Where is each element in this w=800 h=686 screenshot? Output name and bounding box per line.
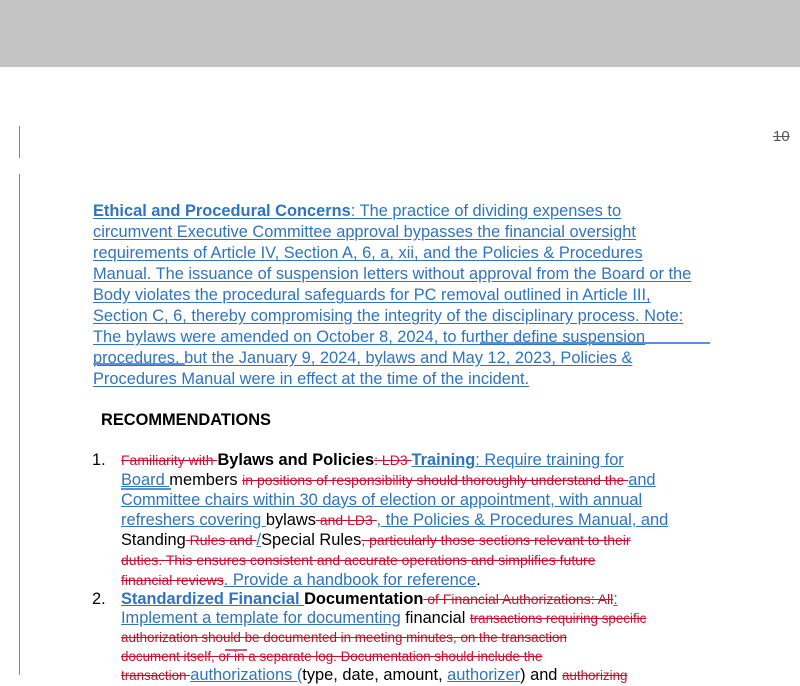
- inserted-text: /: [256, 531, 262, 549]
- ethical-line: : The practice of dividing expenses to: [350, 202, 622, 220]
- ethical-line: Section C, 6, thereby compromising the integrity of the disciplinary process. Note:: [93, 307, 684, 325]
- inserted-text: , the Policies & Procedures Manual, and: [376, 511, 669, 529]
- deleted-text: authorization should be documented in meeting minutes, on the transaction: [121, 630, 567, 645]
- page-number: 10: [773, 128, 790, 145]
- ethical-line: Manual. The issuance of suspension letters without approval from the Board or the: [93, 265, 692, 283]
- text: type, date, amount,: [302, 666, 448, 684]
- deleted-text: duties. This ensures consistent and accurate operations and simplifies future: [121, 552, 596, 568]
- spellcheck-squiggle: [121, 488, 171, 490]
- text: ) and: [520, 666, 562, 684]
- change-bar: [19, 174, 20, 675]
- ethical-line: procedures, but the January 9, 2024, bylaws and May 12, 2023, Policies &: [93, 349, 633, 367]
- deleted-text: , particularly those sections relevant to their: [361, 532, 631, 548]
- inserted-text: Board: [121, 471, 170, 489]
- inserted-text: Training: [411, 451, 476, 469]
- deleted-text: financial reviews: [121, 572, 224, 588]
- ethical-line: The bylaws were amended on October 8, 2024, to further define suspension: [93, 328, 646, 346]
- grammar-squiggle: [480, 342, 710, 344]
- text: members: [169, 471, 243, 489]
- deleted-text: and LD3: [315, 512, 377, 528]
- inserted-text: : Require training for: [475, 451, 624, 469]
- text: Standing: [121, 531, 186, 549]
- inserted-text: Committee chairs within 30 days of election or appointment, with annual: [121, 491, 643, 509]
- text: Special Rules: [261, 531, 362, 549]
- recommendations-heading: RECOMMENDATIONS: [101, 411, 271, 429]
- bylaws-policies-label: Bylaws and Policies: [217, 451, 375, 469]
- change-bar: [19, 126, 20, 158]
- ethical-line: Body violates the procedural safeguards for PC removal outlined in Article III,: [93, 286, 651, 304]
- deleted-text: of Financial Authorizations: All: [423, 591, 614, 607]
- inserted-text: authorizations (: [190, 666, 303, 684]
- text: financial: [400, 609, 470, 627]
- deleted-text: transactions requiring specific: [469, 611, 647, 626]
- deleted-text: document itself, or in a separate log. Documentation should include the: [121, 649, 543, 664]
- deleted-text: authorizing: [561, 668, 628, 683]
- inserted-text: :: [613, 590, 618, 608]
- inserted-text: refreshers covering: [121, 511, 266, 529]
- inserted-text: . Provide a handbook for reference: [223, 571, 477, 589]
- list-number: 2.: [92, 590, 106, 608]
- inserted-text: Implement a template for documenting: [121, 609, 401, 627]
- ethical-line: requirements of Article IV, Section A, 6, a, xii, and the Policies & Procedures: [93, 244, 643, 262]
- window-toolbar: [0, 0, 800, 67]
- deleted-text: : LD3: [374, 452, 412, 468]
- ethical-concerns-title: Ethical and Procedural Concerns: [93, 202, 351, 220]
- deleted-text: Familiarity with: [121, 452, 218, 468]
- deleted-text: Rules and: [185, 532, 257, 548]
- ethical-concerns-paragraph: [93, 201, 778, 390]
- ethical-line: Procedures Manual were in effect at the time of the incident.: [93, 370, 530, 388]
- list-number: 1.: [92, 451, 106, 469]
- inserted-text: Standardized Financial: [121, 590, 305, 608]
- deleted-text: in positions of responsibility should thoroughly understand the: [242, 472, 629, 488]
- documentation-label: Documentation: [304, 590, 424, 608]
- inserted-text: and: [628, 471, 656, 489]
- text: .: [476, 571, 481, 589]
- deleted-text: transaction: [121, 668, 191, 683]
- ethical-line: circumvent Executive Committee approval bypasses the financial oversight: [93, 223, 636, 241]
- text: bylaws: [265, 511, 316, 529]
- inserted-text: authorizer: [447, 666, 521, 684]
- spellcheck-squiggle: [225, 649, 247, 651]
- spellcheck-squiggle: [93, 363, 185, 365]
